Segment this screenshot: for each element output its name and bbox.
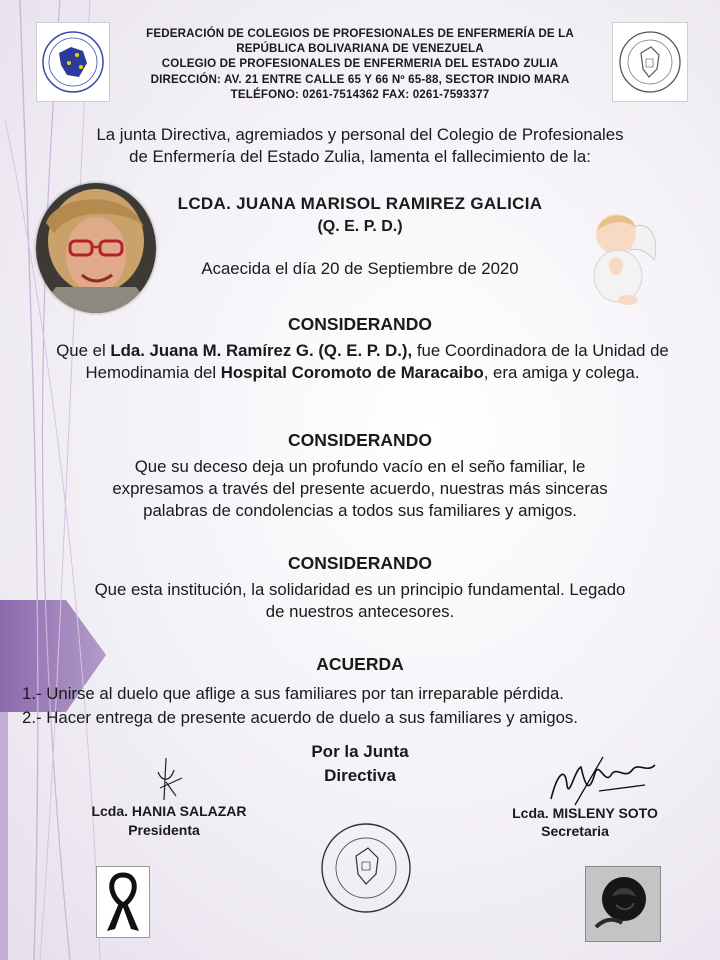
considerando-3-line-1: Que esta institución, la solidaridad es un principio fundamental. Legado <box>94 580 626 599</box>
closing-text <box>260 740 460 788</box>
considerando-2-line-3: palabras de condolencias a todos sus familiares y amigos. <box>143 501 577 520</box>
considerando-text-1 <box>50 340 675 384</box>
considerando-1-bold-2: Hospital Coromoto de Maracaibo <box>220 363 484 382</box>
death-date: Acaecida el día 20 de Septiembre de 2020 <box>201 259 519 278</box>
considerando-1-part-1: Que el <box>56 341 111 360</box>
signatory-right-role: Secretaria <box>541 823 609 839</box>
deceased-qepd: (Q. E. P. D.) <box>317 218 403 235</box>
intro-line-1: La junta Directiva, agremiados y personal del Colegio de Profesionales <box>96 125 624 144</box>
signatory-right-name: Lcda. MISLENY SOTO <box>512 805 658 821</box>
colegio-logo-icon <box>613 23 687 101</box>
considerando-1-part-2: fue Coordinadora de la Unidad de Hemodinamia del <box>85 341 669 382</box>
closing-line-2: Directiva <box>324 766 396 785</box>
acuerda-list <box>22 682 682 730</box>
header-line-4: DIRECCIÓN: AV. 21 ENTRE CALLE 65 Y 66 Nº 65-88, SECTOR INDIO MARA <box>150 72 570 86</box>
mourning-ribbon <box>96 866 150 938</box>
federation-logo-icon <box>37 23 109 101</box>
signature-right <box>545 755 665 810</box>
acuerda-heading: ACUERDA <box>316 654 404 674</box>
deceased-photo <box>36 183 156 313</box>
mourning-ribbon-icon <box>97 867 149 937</box>
considerando-heading-3: CONSIDERANDO <box>288 553 432 573</box>
considerando-2-line-1: Que su deceso deja un profundo vacío en el seño familiar, le <box>134 457 586 476</box>
header-line-2: REPÚBLICA BOLIVARIANA DE VENEZUELA <box>236 42 484 56</box>
considerando-heading-1: CONSIDERANDO <box>288 314 432 334</box>
acuerda-item-2: 2.- Hacer entrega de presente acuerdo de duelo a sus familiares y amigos. <box>22 708 578 727</box>
closing-line-1: Por la Junta <box>311 742 409 761</box>
official-seal-icon <box>318 820 414 916</box>
header-line-5: TELÉFONO: 0261-7514362 FAX: 0261-7593377 <box>230 87 490 101</box>
considerando-1-part-3: , era amiga y colega. <box>483 363 640 382</box>
acuerda-item-1: 1.- Unirse al duelo que aflige a sus familiares por tan irreparable pérdida. <box>22 684 564 703</box>
header-line-3: COLEGIO DE PROFESIONALES DE ENFERMERIA DEL ESTADO ZULIA <box>161 57 559 71</box>
deceased-name: LCDA. JUANA MARISOL RAMIREZ GALICIA <box>177 194 543 213</box>
header-line-1: FEDERACIÓN DE COLEGIOS DE PROFESIONALES DE ENFERMERÍA DE LA <box>146 27 574 40</box>
considerando-1-bold-1: Lda. Juana M. Ramírez G. (Q. E. P. D.), <box>110 341 413 360</box>
considerando-text-2 <box>60 456 660 522</box>
federation-logo <box>36 22 110 102</box>
considerando-2-line-2: expresamos a través del presente acuerdo, nuestras más sinceras <box>112 479 608 498</box>
angel-figure <box>580 200 660 310</box>
signature-left <box>140 752 200 802</box>
considerando-heading-2: CONSIDERANDO <box>288 430 432 450</box>
black-rose <box>585 866 661 942</box>
black-rose-icon <box>586 867 660 941</box>
considerando-3-line-2: de nuestros antecesores. <box>265 602 455 621</box>
intro-line-2: de Enfermería del Estado Zulia, lamenta el fallecimiento de la: <box>129 147 591 166</box>
considerando-text-3 <box>40 579 680 623</box>
intro-text <box>40 124 680 168</box>
signatory-left-role: Presidenta <box>128 822 200 838</box>
colegio-logo <box>612 22 688 102</box>
angel-icon <box>580 200 660 310</box>
header-block <box>110 26 610 102</box>
signatory-left-name: Lcda. HANIA SALAZAR <box>91 803 247 819</box>
